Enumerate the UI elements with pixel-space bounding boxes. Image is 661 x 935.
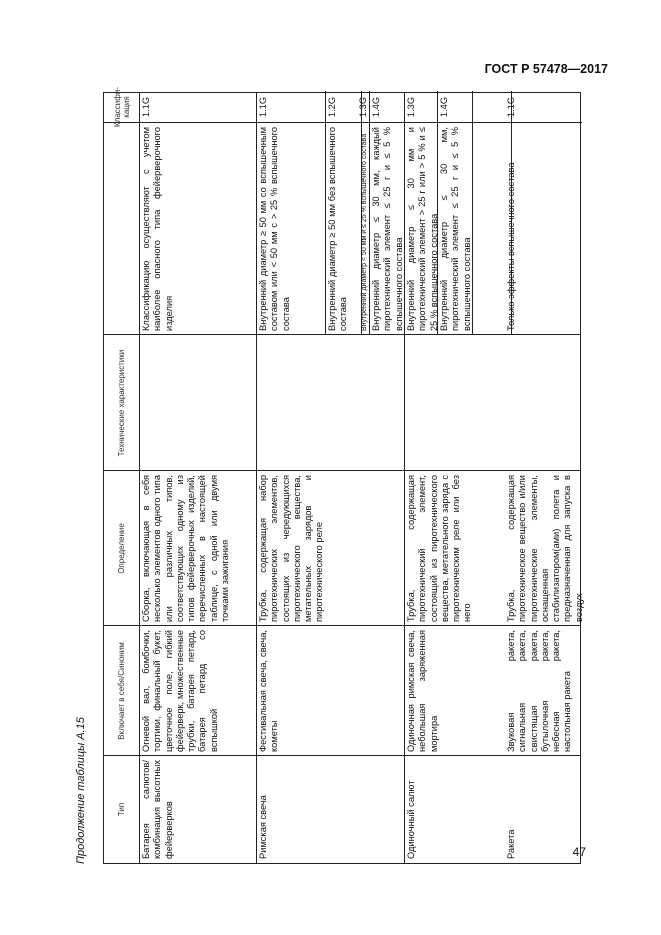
roman-definition: Трубка, содержащая набор пиротехнических элементов, состоящих из чередующихся пиротехнического вещества, метательных зарядов и пиротехнического реле: [258, 475, 325, 622]
roman-spec-3: Внутренний диаметр < 50 мм и ≤ 25 % вспышечного состава: [361, 133, 368, 331]
roman-class-3: 1.3G: [358, 96, 368, 118]
single-includes: Одиночная римская свеча, небольшая заряженная мортира: [406, 630, 439, 752]
rocket-spec-1: Только эффекты вспышечного состава: [506, 162, 516, 331]
single-definition: Трубка, содержащая пиротехнический элемент, состоящий из пиротехнического вещества, метательного заряда с пиротехническим реле или без него: [406, 475, 473, 622]
page-number: 47: [572, 845, 586, 859]
rotated-table-page: [75, 87, 584, 864]
col-header-includes: Включает в себя/Синоним: [117, 642, 126, 740]
roman-includes: Фестивальная свеча, свеча, кометы: [258, 630, 280, 752]
battery-definition: Сборка, включающая в себя несколько элементов одного типа или различных типов, соответствующих одному из типов фейерверочных изделий, перечисленных в настоящей таблице, с одной или двумя точками зажигания: [141, 475, 231, 622]
roman-spec-4: Внутренний диаметр ≤ 30 мм, каждый пиротехнический элемент ≤ 25 г и ≤ 5 % вспышечного состава: [371, 127, 404, 331]
roman-class-1: 1.1G: [258, 96, 268, 118]
battery-type: Батарея салютов/комбинация высотных фейерверков: [141, 760, 174, 859]
roman-spec-1: Внутренний диаметр ≥ 50 мм со вспышечным составом или < 50 мм с > 25 % вспышечного состава: [258, 127, 291, 331]
battery-spec: Классификацию осуществляют с учетом наиболее опасного типа фейерверочного изделия: [141, 127, 174, 331]
battery-class: 1.1G: [141, 96, 151, 118]
table-continuation-label: Продолжение таблицы А.15: [75, 717, 87, 864]
rocket-type: Ракета: [506, 829, 516, 859]
single-class-1: 1.3G: [406, 96, 416, 118]
single-spec-1: Внутренний диаметр ≤ 30 мм и пиротехнический элемент > 25 г или > 5 % и ≤ 25 % вспышечного состава: [406, 127, 439, 331]
single-type: Одиночный салют: [406, 780, 416, 859]
battery-includes: Огневой вал, бомбочки, тортики, финальный букет, цветочное поле, гибкий фейерверк, множественные трубки, батарея петард, батарея петард со вспышкой: [141, 630, 219, 752]
roman-class-4: 1.4G: [371, 96, 381, 118]
rocket-definition: Трубка, содержащая пиротехническое вещество и/или пиротехнические элементы, оснащенная стабилизатором(ами) полета и предназначенная для запуска в воздух: [506, 475, 584, 622]
col-header-class: Классифи-кация: [112, 87, 131, 127]
rocket-class-1: 1.1G: [506, 96, 516, 118]
standard-header: ГОСТ Р 57478—2017: [484, 62, 608, 76]
rocket-includes: Звуковая ракета, сигнальная ракета, свистящая ракета, бутылочная ракета, небесная ракета, настольная ракета: [506, 630, 573, 752]
col-header-type: Тип: [117, 802, 126, 817]
classification-table: [103, 87, 584, 864]
roman-spec-2: Внутренний диаметр ≥ 50 мм без вспышечного состава: [327, 127, 349, 331]
single-class-2: 1.4G: [439, 96, 449, 118]
col-header-spec: Технические характеристики: [117, 349, 126, 457]
roman-type: Римская свеча: [258, 795, 268, 859]
single-spec-2: Внутренний диаметр ≤ 30 мм, пиротехнический элемент ≤ 25 г и ≤ 5 % вспышечного состава: [439, 127, 472, 331]
roman-class-2: 1.2G: [327, 96, 337, 118]
col-header-definition: Определение: [117, 523, 126, 574]
